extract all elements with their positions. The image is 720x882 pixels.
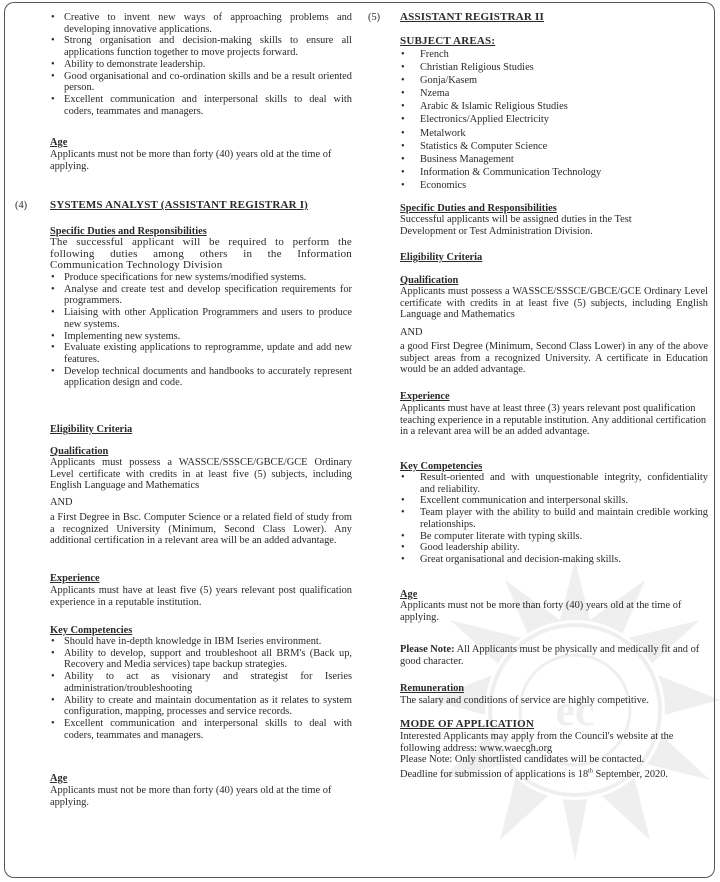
please-note-text: All Applicants must be physically and medically fit and of good character. (400, 644, 700, 667)
duties-heading: Specific Duties and Responsibilities (400, 203, 557, 214)
list-item: • Should have in-depth knowledge in IBM Iseries environment. (50, 636, 352, 648)
experience-text: Applicants must have at least three (3) years relevant post qualification teaching experience in a reputable institution. Any additional certification in a relevant area will be an added advantage. (400, 403, 707, 438)
qualification-text: Applicants must possess a WASSCE/SSSCE/GBCE/GCE Ordinary Level certificate with credits in at least five (5) subjects, including English Language and Mathematics (50, 457, 352, 492)
deadline-text (400, 769, 668, 780)
list-item: • Produce specifications for new systems/modified systems. (50, 272, 352, 284)
list-item: • Evaluate existing applications to reprogramme, update and add new features. (50, 342, 352, 365)
shortlist-note: Please Note: Only shortlisted candidates will be contacted. (400, 754, 645, 766)
duties-bullet-list (50, 272, 352, 389)
list-item: • Good leadership ability. (400, 542, 708, 554)
list-item: • Excellent communication and interpersonal skills to deal with coders, teammates and managers. (50, 94, 352, 117)
list-item: • Gonja/Kasem (400, 74, 708, 87)
list-item: • Creative to invent new ways of approaching problems and developing innovative applications. (50, 12, 352, 35)
list-item: • Implementing new systems. (50, 331, 352, 343)
list-item: • Arabic & Islamic Religious Studies (400, 100, 708, 113)
section-title: SYSTEMS ANALYST (ASSISTANT REGISTRAR I) (50, 199, 309, 211)
mode-text: Interested Applicants may apply from the Council's website at the following address: (400, 731, 674, 754)
age-heading: Age (50, 137, 68, 148)
degree-text: a First Degree in Bsc. Computer Science or a related field of study from a recognized University (Minimum, Second Class Lower). Any additional certification in a relevant area will be an added advantage. (50, 512, 352, 547)
mode-of-application-heading: MODE OF APPLICATION (400, 718, 534, 730)
section-title: ASSISTANT REGISTRAR II (400, 11, 544, 23)
and-text: AND (400, 327, 423, 338)
competencies-bullet-list (50, 636, 352, 741)
list-item: • Team player with the ability to build and maintain credible working relationships. (400, 507, 708, 530)
list-item: • Christian Religious Studies (400, 61, 708, 74)
website-link[interactable]: www.waecgh.org (479, 742, 553, 754)
duties-heading: Specific Duties and Responsibilities (50, 226, 207, 237)
experience-heading: Experience (50, 573, 100, 584)
eligibility-heading: Eligibility Criteria (50, 424, 133, 435)
mode-of-application-text (400, 731, 708, 780)
eligibility-heading: Eligibility Criteria (400, 252, 483, 263)
intro-bullet-list (50, 12, 352, 117)
subject-areas-heading: SUBJECT AREAS: (400, 35, 496, 47)
qualification-text: Applicants must possess a WASSCE/SSSCE/GBCE/GCE Ordinary Level certificate with credits in at least five (5) subjects, including English Language and Mathematics (400, 286, 708, 321)
list-item: • Analyse and create test and develop specification requirements for programmers. (50, 284, 352, 307)
list-item: • Strong organisation and decision-making skills to ensure all applications function together to move projects forward. (50, 35, 352, 58)
age-heading: Age (50, 773, 68, 784)
list-item: • Electronics/Applied Electricity (400, 113, 708, 126)
section-number: (5) (368, 12, 381, 23)
left-panel-border (4, 2, 363, 878)
deadline-suffix: September, 2020. (592, 768, 669, 780)
list-item: • Ability to act as visionary and strategist for Iseries administration/troubleshooting (50, 671, 352, 694)
age-text: Applicants must not be more than forty (40) years old at the time of applying. (50, 149, 332, 172)
list-item: • Metalwork (400, 127, 708, 140)
list-item: • Good organisational and co-ordination skills and be a result oriented person. (50, 71, 352, 94)
list-item: • Be computer literate with typing skills. (400, 531, 708, 543)
competencies-heading: Key Competencies (400, 461, 483, 472)
subject-areas-list (400, 48, 708, 192)
list-item: • French (400, 48, 708, 61)
age-heading: Age (400, 589, 418, 600)
experience-heading: Experience (400, 391, 450, 402)
list-item: • Result-oriented and with unquestionable integrity, confidentiality and reliability. (400, 472, 708, 495)
remuneration-heading: Remuneration (400, 683, 465, 694)
experience-text: Applicants must have at least five (5) years relevant post qualification experience in a reputable institution. (50, 585, 352, 608)
deadline-sup: th (588, 768, 593, 775)
competencies-bullet-list (400, 472, 708, 566)
duties-text: The successful applicant will be required to perform the following duties among others in the Information Communication Technology Division (50, 236, 352, 272)
list-item: • Develop technical documents and handbooks to accurately represent application design and code. (50, 366, 352, 389)
duties-text: Successful applicants will be assigned duties in the Test Development or Test Administration Division. (400, 214, 632, 237)
and-text: AND (50, 497, 73, 508)
list-item: • Excellent communication and interpersonal skills. (400, 495, 708, 507)
remuneration-text: The salary and conditions of service are highly competitive. (400, 695, 650, 706)
age-text: Applicants must not be more than forty (40) years old at the time of applying. (400, 600, 682, 623)
list-item: • Ability to create and maintain documentation as it relates to system configuration, mapping, processes and service records. (50, 695, 352, 718)
please-note (400, 644, 708, 667)
deadline-prefix: Deadline for submission of applications is 18 (400, 768, 589, 780)
svg-text:ec: ec (555, 686, 595, 735)
list-item: • Statistics & Computer Science (400, 140, 708, 153)
list-item: • Ability to demonstrate leadership. (50, 59, 352, 71)
list-item: • Ability to develop, support and troubleshoot all BRM's (Back up, Recovery and Media services) tape backup strategies. (50, 648, 352, 671)
list-item: • Nzema (400, 87, 708, 100)
qualification-heading: Qualification (400, 275, 459, 286)
age-text: Applicants must not be more than forty (40) years old at the time of applying. (50, 785, 332, 808)
list-item: • Great organisational and decision-making skills. (400, 554, 708, 566)
list-item: • Excellent communication and interpersonal skills to deal with coders, teammates and managers. (50, 718, 352, 741)
competencies-heading: Key Competencies (50, 625, 133, 636)
qualification-heading: Qualification (50, 446, 109, 457)
list-item: • Economics (400, 179, 708, 192)
degree-text: a good First Degree (Minimum, Second Class Lower) in any of the above subject areas from a recognized University. A certificate in Education would be an added advantage. (400, 341, 708, 376)
list-item: • Liaising with other Application Programmers and users to produce new systems. (50, 307, 352, 330)
list-item: • Information & Communication Technology (400, 166, 708, 179)
list-item: • Business Management (400, 153, 708, 166)
please-note-label: Please Note: (400, 644, 455, 655)
section-number: (4) (15, 200, 28, 211)
